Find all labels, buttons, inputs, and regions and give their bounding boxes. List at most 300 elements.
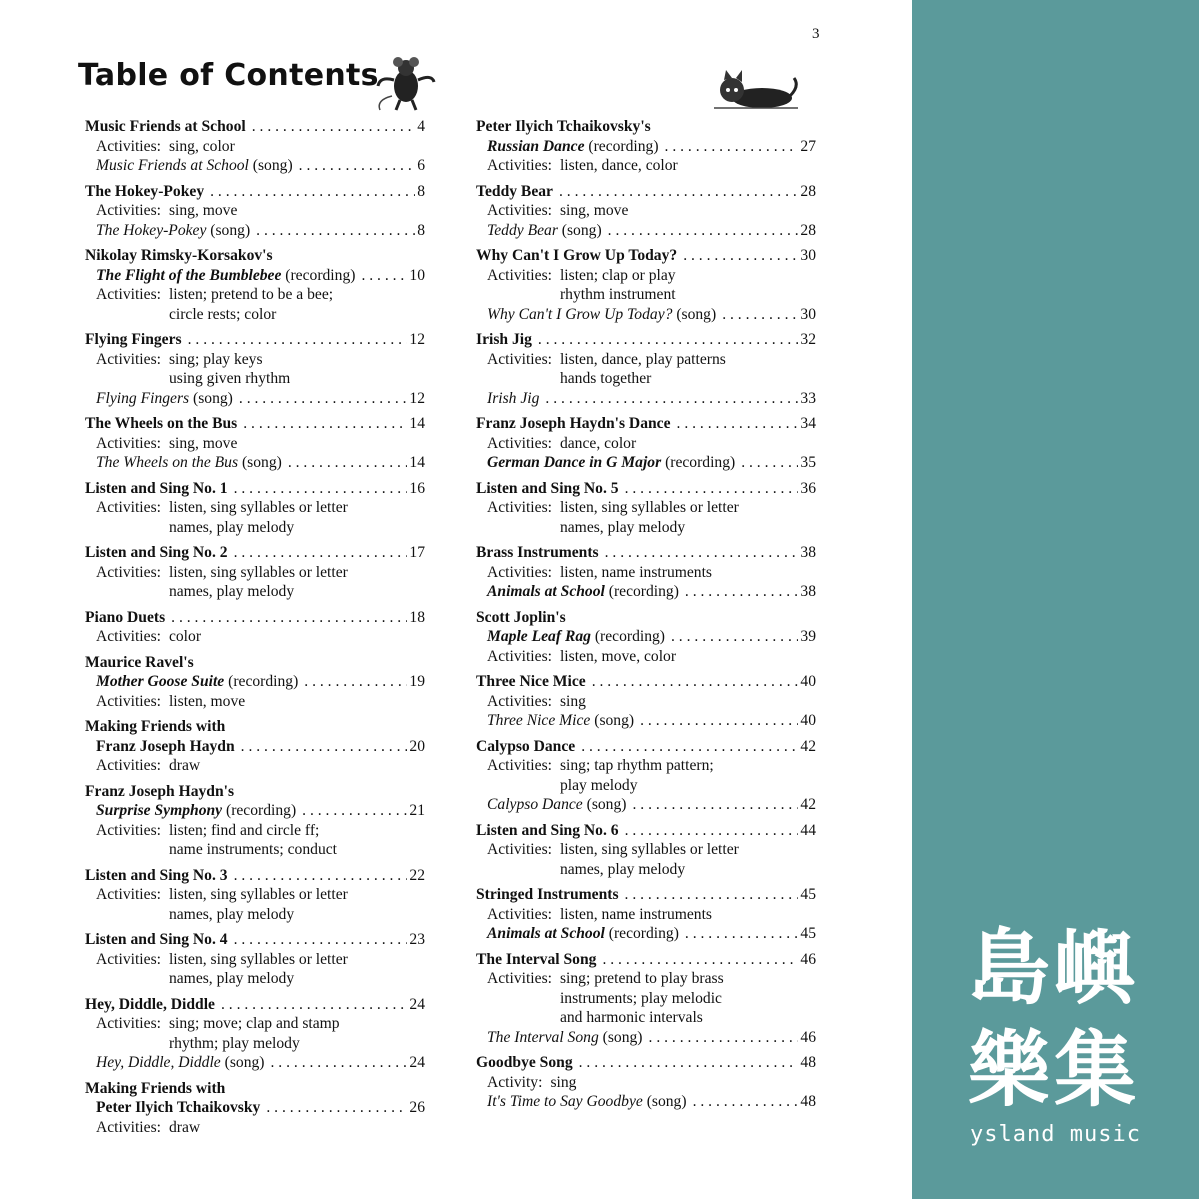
page-ref: 48 (800, 1054, 816, 1071)
entry-title: Franz Joseph Haydn (96, 737, 235, 755)
toc-line (85, 246, 425, 266)
activities-label: Activities: (487, 757, 552, 774)
activities-block (85, 350, 425, 389)
entry-title: Franz Joseph Haydn's Dance (476, 415, 671, 432)
page-ref: 19 (409, 673, 425, 690)
activities-text (169, 285, 425, 324)
toc-line-title (476, 543, 599, 563)
activities-label: Activities: (96, 563, 161, 581)
page-ref: 24 (409, 1054, 425, 1071)
toc-line-title (476, 950, 596, 970)
toc-entry (476, 117, 816, 176)
activities-text (169, 498, 425, 537)
toc-line-title (96, 737, 235, 757)
toc-entry (476, 821, 816, 880)
entry-title: Three Nice Mice (476, 673, 586, 690)
page-number: 3 (812, 26, 820, 42)
toc-line-title (85, 717, 225, 737)
toc-line (476, 582, 816, 602)
activities-label: Activities: (487, 350, 552, 368)
activities-label: Activities: (96, 499, 161, 516)
toc-line (476, 737, 816, 757)
dot-leader (649, 1028, 799, 1048)
toc-line (85, 608, 425, 628)
activities-text (169, 756, 425, 776)
page-ref: 42 (800, 737, 816, 755)
toc-line-title (487, 1092, 687, 1112)
toc-line-title (96, 672, 298, 692)
toc-entry (85, 479, 425, 538)
toc-line-title (85, 414, 237, 434)
toc-line-title (487, 627, 665, 647)
entry-title: Listen and Sing No. 6 (476, 821, 619, 839)
toc-line-title (487, 137, 659, 157)
activities-block (476, 498, 816, 537)
dot-leader (741, 453, 798, 473)
toc-line (476, 414, 816, 434)
page-ref: 20 (409, 737, 425, 755)
dot-leader (266, 1098, 407, 1118)
activity-line: play melody (559, 776, 638, 794)
toc-line-title (96, 156, 293, 176)
page-ref: 26 (409, 1099, 425, 1116)
logo-line-1: 島嶼 (968, 921, 1141, 1016)
activity-line: rhythm; play melody (168, 1034, 300, 1052)
dot-leader (625, 821, 799, 841)
toc-line (85, 801, 425, 821)
activities-block (476, 756, 816, 795)
toc-line (85, 930, 425, 950)
activities-block (85, 1014, 425, 1053)
page-ref: 38 (800, 544, 816, 561)
toc-entry (85, 866, 425, 925)
dot-leader (640, 711, 798, 731)
activities-text (560, 156, 816, 176)
activities-text (560, 692, 816, 712)
activity-line: names, play melody (168, 970, 295, 987)
toc-line-title (96, 453, 282, 473)
dot-leader (234, 543, 408, 563)
dot-leader (608, 221, 799, 241)
toc-line (476, 672, 816, 692)
entry-title: Listen and Sing No. 1 (85, 479, 228, 497)
dot-leader (188, 330, 408, 350)
activities-label: Activities: (487, 499, 552, 516)
entry-title: Maple Leaf Rag (487, 628, 591, 645)
dot-leader (592, 672, 799, 692)
activities-text (169, 821, 425, 860)
activities-text (560, 969, 816, 1028)
dot-leader (234, 930, 408, 950)
toc-line (476, 795, 816, 815)
dot-leader (685, 924, 799, 944)
page-ref: 21 (409, 802, 425, 819)
entry-title: Why Can't I Grow Up Today? (476, 247, 678, 264)
page-title: Table of Contents (78, 58, 379, 93)
activities-block (85, 821, 425, 860)
activities-text (560, 434, 816, 454)
activities-text (169, 885, 425, 924)
activity-line: draw (168, 757, 201, 774)
page-ref: 42 (800, 796, 816, 813)
activity-line: names, play melody (559, 518, 686, 536)
activity-line: hands together (559, 370, 652, 387)
entry-title: Listen and Sing No. 2 (85, 544, 228, 561)
page-ref: 10 (409, 266, 425, 284)
toc-line-title (476, 246, 677, 266)
entry-title: Irish Jig (476, 331, 532, 348)
toc-line (476, 479, 816, 499)
page-ref: 17 (409, 544, 425, 561)
toc-line-title (476, 1053, 573, 1073)
entry-type: (song) (224, 1054, 265, 1071)
activities-text (560, 201, 816, 221)
activities-label: Activities: (487, 841, 552, 858)
toc-line-title (96, 389, 233, 409)
toc-line (476, 117, 816, 137)
toc-entry (476, 414, 816, 473)
entry-title: Three Nice Mice (487, 712, 591, 729)
entry-title: The Wheels on the Bus (85, 415, 238, 432)
activity-line: listen, dance, play patterns (559, 350, 726, 368)
activity-line: listen, sing syllables or letter (559, 841, 739, 858)
activities-label: Activities: (96, 286, 161, 303)
toc-entry (85, 1079, 425, 1138)
toc-line (85, 389, 425, 409)
activity-line: sing (559, 692, 586, 710)
page-ref: 16 (409, 479, 425, 497)
activity-line: listen, move, color (559, 647, 677, 665)
toc-line (476, 305, 816, 325)
activities-label: Activities: (96, 202, 161, 219)
toc-line-title (487, 221, 602, 241)
toc-entry (85, 330, 425, 408)
activity-line: and harmonic intervals (559, 1009, 703, 1026)
activities-label: Activities: (487, 202, 552, 219)
entry-title: Peter Ilyich Tchaikovsky (96, 1099, 261, 1116)
entry-title: The Interval Song (487, 1028, 599, 1046)
dot-leader (722, 305, 798, 325)
activities-text (560, 498, 816, 537)
page-ref: 28 (800, 182, 816, 200)
dot-leader (602, 950, 798, 970)
toc-line-title (476, 414, 671, 434)
activities-block (476, 156, 816, 176)
entry-title: Russian Dance (487, 137, 585, 155)
dot-leader (625, 885, 799, 905)
toc-line (476, 137, 816, 157)
activities-label: Activities: (96, 757, 161, 774)
activity-line: listen; find and circle ff; (168, 821, 320, 839)
activities-block (476, 647, 816, 667)
activities-block (85, 885, 425, 924)
page-ref: 18 (409, 608, 425, 626)
toc-line (85, 221, 425, 241)
entry-title: Piano Duets (85, 608, 166, 626)
page-ref: 34 (800, 415, 816, 432)
activity-line: sing (550, 1073, 577, 1091)
activity-line: circle rests; color (168, 305, 277, 323)
entry-type: (recording) (226, 802, 297, 819)
activity-line: rhythm instrument (559, 286, 676, 303)
toc-line (476, 221, 816, 241)
activities-label: Activities: (96, 886, 161, 903)
toc-line (85, 414, 425, 434)
page-ref: 46 (800, 950, 816, 968)
dot-leader (239, 389, 408, 409)
dot-leader (210, 182, 415, 202)
dot-leader (579, 1053, 799, 1073)
dot-leader (693, 1092, 799, 1112)
toc-line-title (85, 1079, 225, 1099)
activities-label: Activities: (487, 434, 552, 452)
dot-leader (234, 866, 408, 886)
toc-line (476, 627, 816, 647)
activities-label: Activities: (96, 1118, 161, 1136)
activities-text (560, 905, 816, 925)
activities-label: Activities: (487, 157, 552, 174)
toc-entry (85, 414, 425, 473)
activities-text (169, 950, 425, 989)
activity-line: name instruments; conduct (168, 841, 337, 858)
activities-text (169, 137, 425, 157)
page-ref: 14 (409, 415, 425, 432)
entry-title: German Dance in G Major (487, 454, 662, 471)
toc-line-title (476, 608, 566, 628)
entry-title: Nikolay Rimsky-Korsakov's (85, 247, 273, 264)
toc-entry (476, 182, 816, 241)
activities-label: Activities: (96, 1015, 161, 1032)
toc-entry (476, 479, 816, 538)
toc-line-title (85, 608, 165, 628)
page-ref: 8 (417, 221, 425, 239)
page-ref: 40 (800, 673, 816, 690)
activities-block (85, 137, 425, 157)
entry-type: (recording) (608, 583, 679, 600)
toc-line (85, 1098, 425, 1118)
toc-line (476, 453, 816, 473)
toc-line (476, 182, 816, 202)
entry-title: Why Can't I Grow Up Today? (487, 305, 673, 323)
toc-line (85, 117, 425, 137)
toc-line-title (487, 1028, 643, 1048)
toc-line-title (487, 711, 634, 731)
toc-line-title (85, 653, 194, 673)
toc-line (85, 717, 425, 737)
activities-text (169, 201, 425, 221)
dot-leader (632, 795, 798, 815)
entry-type: (song) (252, 157, 293, 174)
activity-line: using given rhythm (168, 370, 291, 387)
toc-left-column (85, 117, 425, 1143)
toc-line-title (85, 543, 228, 563)
page-ref: 12 (409, 389, 425, 407)
toc-line-title (85, 182, 204, 202)
entry-title: Music Friends at School (85, 118, 246, 135)
page-ref: 32 (800, 331, 816, 348)
activities-label: Activities: (96, 950, 161, 968)
toc-line-title (96, 221, 250, 241)
toc-line (476, 246, 816, 266)
dot-leader (271, 1053, 408, 1073)
activity-line: sing, move (559, 202, 629, 219)
page-ref: 45 (800, 886, 816, 903)
dot-leader (288, 453, 408, 473)
entry-title: Making Friends with (85, 1079, 226, 1097)
activities-text (560, 840, 816, 879)
toc-line (476, 543, 816, 563)
activities-text (550, 1073, 816, 1093)
activities-block (85, 627, 425, 647)
activities-text (169, 1118, 425, 1138)
toc-line-title (96, 1053, 265, 1073)
activities-block (85, 756, 425, 776)
toc-entry (85, 995, 425, 1073)
activity-line: dance, color (559, 434, 637, 452)
toc-line (476, 389, 816, 409)
toc-line (85, 995, 425, 1015)
mouse-illustration (372, 56, 440, 112)
page-ref: 28 (800, 221, 816, 239)
toc-entry (85, 117, 425, 176)
toc-line (85, 782, 425, 802)
toc-entry (85, 930, 425, 989)
entry-title: Flying Fingers (96, 389, 190, 407)
activities-block (85, 950, 425, 989)
toc-line-title (487, 389, 539, 409)
toc-entry (476, 737, 816, 815)
toc-line-title (85, 479, 228, 499)
toc-entry (476, 330, 816, 408)
toc-line-title (85, 330, 182, 350)
toc-entry (476, 1053, 816, 1112)
page-ref: 46 (800, 1028, 816, 1046)
toc-line (85, 543, 425, 563)
activities-label: Activities: (96, 137, 161, 155)
activity-line: sing; pretend to play brass (559, 970, 724, 987)
activities-block (85, 498, 425, 537)
activity-line: sing; play keys (168, 350, 263, 368)
activity-line: listen, sing syllables or letter (559, 499, 739, 516)
dot-leader (665, 137, 799, 157)
entry-title: Peter Ilyich Tchaikovsky's (476, 118, 651, 135)
toc-line-title (85, 866, 228, 886)
activity-line: listen, sing syllables or letter (168, 499, 348, 516)
entry-type: (song) (602, 1028, 643, 1046)
dot-leader (299, 156, 416, 176)
entry-title: Hey, Diddle, Diddle (85, 995, 215, 1013)
toc-line-title (476, 479, 619, 499)
entry-type: (song) (561, 221, 602, 239)
activities-text (169, 692, 425, 712)
page-ref: 27 (800, 137, 816, 155)
dot-leader (538, 330, 799, 350)
activity-line: listen; pretend to be a bee; (168, 286, 334, 303)
activities-label: Activities: (487, 266, 552, 284)
activities-label: Activity: (487, 1073, 543, 1091)
dot-leader (545, 389, 798, 409)
activities-label: Activities: (96, 628, 161, 645)
entry-title: Scott Joplin's (476, 608, 566, 626)
activities-block (476, 434, 816, 454)
activities-text (169, 563, 425, 602)
activities-block (476, 969, 816, 1028)
entry-title: Surprise Symphony (96, 802, 223, 819)
dot-leader (256, 221, 415, 241)
page-ref: 35 (800, 454, 816, 471)
activities-text (560, 647, 816, 667)
entry-title: Teddy Bear (476, 182, 553, 200)
activities-block (476, 350, 816, 389)
entry-title: Mother Goose Suite (96, 673, 225, 690)
page-ref: 22 (409, 866, 425, 884)
activity-line: color (168, 628, 202, 645)
page-ref: 24 (409, 995, 425, 1013)
toc-entry (85, 782, 425, 860)
activities-block (476, 905, 816, 925)
entry-title: Calypso Dance (476, 737, 576, 755)
activities-block (476, 201, 816, 221)
activity-line: instruments; play melodic (559, 989, 722, 1007)
toc-line (476, 330, 816, 350)
toc-right-column (476, 117, 816, 1118)
toc-entry (85, 717, 425, 776)
dot-leader (605, 543, 799, 563)
activity-line: names, play melody (168, 518, 295, 536)
entry-title: The Wheels on the Bus (96, 454, 239, 471)
page-ref: 30 (800, 305, 816, 323)
activity-line: listen, sing syllables or letter (168, 950, 348, 968)
toc-line (85, 1079, 425, 1099)
toc-line (476, 821, 816, 841)
toc-entry (476, 246, 816, 324)
page-ref: 44 (800, 821, 816, 839)
activities-label: Activities: (487, 563, 552, 581)
activities-label: Activities: (487, 905, 552, 923)
toc-line-title (487, 924, 679, 944)
toc-line-title (96, 1098, 260, 1118)
activities-text (560, 563, 816, 583)
dot-leader (581, 737, 798, 757)
toc-line (85, 1053, 425, 1073)
page-ref: 45 (800, 925, 816, 942)
activity-line: listen, sing syllables or letter (168, 886, 348, 903)
entry-title: Goodbye Song (476, 1054, 573, 1071)
activities-block (85, 1118, 425, 1138)
entry-title: Flying Fingers (85, 331, 182, 348)
toc-entry (476, 608, 816, 667)
entry-type: (song) (586, 796, 627, 813)
dot-leader (252, 117, 415, 137)
entry-title: Music Friends at School (96, 157, 249, 174)
entry-type: (song) (676, 305, 717, 323)
toc-entry (476, 885, 816, 944)
toc-line (85, 866, 425, 886)
toc-line (85, 453, 425, 473)
dot-leader (685, 582, 799, 602)
toc-line-title (85, 930, 228, 950)
entry-title: Listen and Sing No. 4 (85, 931, 228, 948)
logo-wordmark: ysland music (970, 1122, 1141, 1147)
toc-line-title (96, 266, 355, 286)
toc-line-title (476, 737, 575, 757)
page-ref: 33 (800, 389, 816, 407)
toc-line (85, 330, 425, 350)
activity-line: sing; move; clap and stamp (168, 1015, 340, 1032)
entry-title: Irish Jig (487, 389, 540, 407)
activities-text (560, 756, 816, 795)
activity-line: names, play melody (168, 905, 295, 923)
